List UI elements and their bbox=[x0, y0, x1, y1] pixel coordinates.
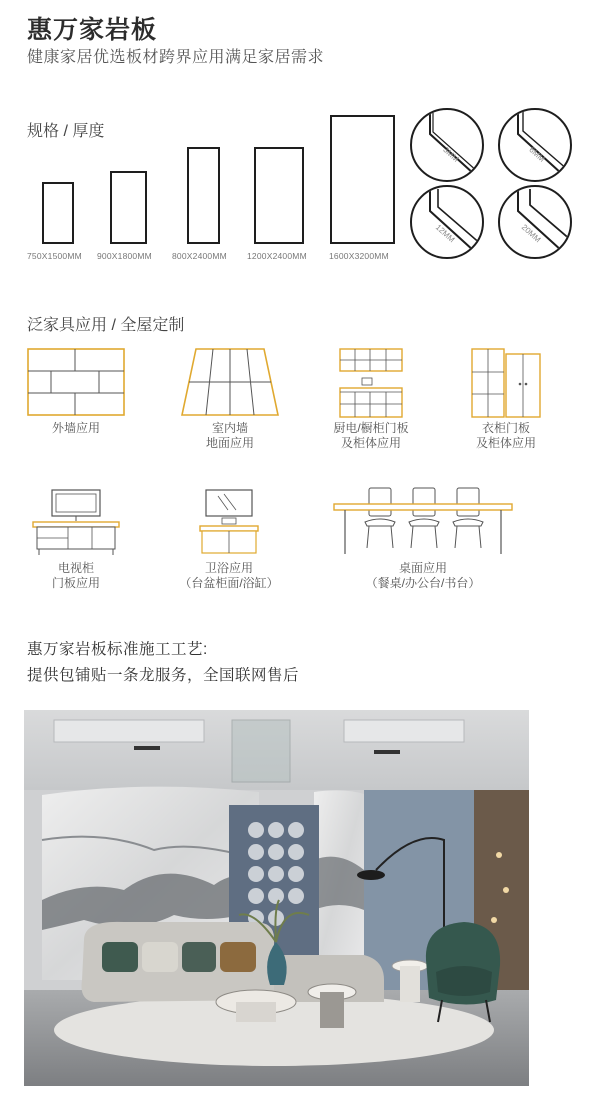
application-label: 电视柜 门板应用 bbox=[51, 561, 100, 590]
slab-1600x3200 bbox=[330, 115, 395, 244]
application-label: 卫浴应用 （台盆柜面/浴缸） bbox=[179, 561, 279, 590]
kitchen-cabinet-icon bbox=[338, 348, 404, 418]
wardrobe-icon bbox=[470, 348, 542, 418]
size-label: 1200X2400MM bbox=[247, 251, 307, 261]
application-label: 外墙应用 bbox=[51, 421, 100, 435]
tv-cabinet-icon bbox=[32, 488, 120, 556]
application-label: 室内墙 地面应用 bbox=[205, 421, 254, 450]
size-label: 900X1800MM bbox=[97, 251, 152, 261]
slab-800x2400 bbox=[187, 147, 220, 244]
thickness-label: 3MM bbox=[441, 145, 461, 164]
process-description: 提供包铺贴一条龙服务，全国联网售后 bbox=[27, 667, 300, 684]
process-heading: 惠万家岩板标准施工工艺: bbox=[27, 641, 208, 658]
thickness-label: 12MM bbox=[433, 222, 457, 245]
page-title: 惠万家岩板 bbox=[27, 16, 158, 44]
thickness-6mm-icon bbox=[498, 108, 572, 182]
living-room-photo bbox=[24, 710, 529, 1086]
size-label: 750X1500MM bbox=[27, 251, 82, 261]
slab-750x1500 bbox=[42, 182, 74, 244]
thickness-3mm-icon bbox=[410, 108, 484, 182]
size-label: 1600X3200MM bbox=[329, 251, 389, 261]
application-label: 桌面应用 （餐桌/办公台/书台） bbox=[365, 561, 481, 590]
dining-table-icon bbox=[333, 486, 513, 556]
thickness-label: 6MM bbox=[527, 145, 547, 164]
thickness-20mm-icon bbox=[498, 185, 572, 259]
slab-900x1800 bbox=[110, 171, 147, 244]
bathroom-vanity-icon bbox=[198, 488, 260, 556]
exterior-wall-icon bbox=[27, 348, 125, 416]
specs-section-title: 规格 / 厚度 bbox=[27, 123, 105, 140]
slab-1200x2400 bbox=[254, 147, 304, 244]
thickness-12mm-icon bbox=[410, 185, 484, 259]
size-label: 800X2400MM bbox=[172, 251, 227, 261]
applications-section-title: 泛家具应用 / 全屋定制 bbox=[27, 317, 185, 334]
application-label: 厨电/橱柜门板 及柜体应用 bbox=[333, 421, 409, 450]
page-subtitle: 健康家居优选板材跨界应用满足家居需求 bbox=[27, 49, 325, 66]
thickness-label: 20MM bbox=[519, 222, 543, 245]
application-label: 衣柜门板 及柜体应用 bbox=[475, 421, 536, 450]
interior-floor-icon bbox=[180, 348, 280, 416]
